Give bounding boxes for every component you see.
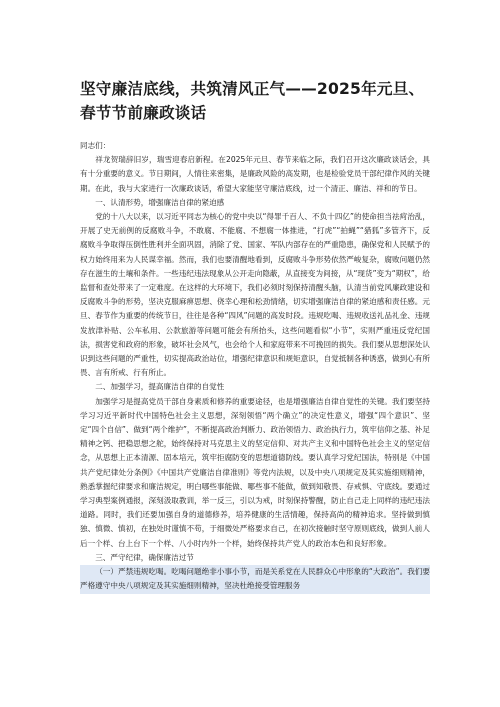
document-body <box>80 139 430 594</box>
section-heading-1: 一、认清形势，增强廉洁自律的紧迫感 <box>95 197 225 207</box>
paragraph-intro: 祥龙贺瑞辞旧岁，瑞雪迎春启新程。在2025年元旦、春节来临之际，我们召开这次廉政谈话会，具有十分重要的意义。节日期间，人情往来密集，是廉政风险的高发期，也是检验党员干部纪律作风的关键期。在此，我与大家进行一次廉政谈话，希望大家能坚守廉洁底线，过一个清正、廉洁、祥和的节日。 <box>80 155 430 193</box>
salutation: 同志们： <box>80 141 111 150</box>
document-title: 坚守廉洁底线，共筑清风正气——2025年元旦、春节节前廉政谈话 <box>80 80 425 122</box>
highlighted-paragraph: （一）严禁违规吃喝。吃喝问题绝非小事小节，而是关系党在人民群众心中形象的“大政治”。我们要严格遵守中央八项规定及其实施细则精神，坚决杜绝接受管理服务 <box>80 565 430 593</box>
paragraph-section-1: 党的十八大以来，以习近平同志为核心的党中央以“得罪千百人、不负十四亿”的使命担当祛疴治乱，开展了史无前例的反腐败斗争，不敢腐、不能腐、不想腐一体推进，“打虎”“拍蝇”“猎狐”多管齐下，反腐败斗争取得压倒性胜利并全面巩固，消除了党、国家、军队内部存在的严重隐患，确保党和人民赋予的权力始终用来为人民谋幸福。然而，我们也要清醒地看到，反腐败斗争形势依然严峻复杂，腐败问题仍然存在滋生的土壤和条件。一些违纪违法现象从公开走向隐蔽，从直接变为间接，从“现货”变为“期权”，给监督和查处带来了一定难度。在这样的大环境下，我们必须时刻保持清醒头脑，认清当前党风廉政建设和反腐败斗争的形势，坚决克服麻痹思想、侥幸心理和松劲情绪，切实增强廉洁自律的紧迫感和责任感。元旦、春节作为重要的传统节日，往往是各种“四风”问题的高发时段。违规吃喝、违规收送礼品礼金、违规发放津补贴、公车私用、公款旅游等问题可能会有所抬头，这些问题看似“小节”，实则严重违反党纪国法，损害党和政府的形象，破坏社会风气，也会给个人和家庭带来不可挽回的损失。我们要从思想深处认识到这些问题的严重性，切实提高政治站位，增强纪律意识和规矩意识，自觉抵制各种诱惑，做到心有所畏、言有所戒、行有所止。 <box>80 212 430 378</box>
section-heading-3: 三、严守纪律，确保廉洁过节 <box>95 552 194 562</box>
section-heading-2: 二、加强学习，提高廉洁自律的自觉性 <box>95 382 225 392</box>
paragraph-section-2: 加强学习是提高党员干部自身素质和修养的重要途径，也是增强廉洁自律自觉性的关键。我们要坚持学习习近平新时代中国特色社会主义思想，深刻领悟“两个确立”的决定性意义，增强“四个意识”、坚定“四个自信”、做到“两个维护”，不断提高政治判断力、政治领悟力、政治执行力，筑牢信仰之基、补足精神之钙、把稳思想之舵，始终保持对马克思主义的坚定信仰、对共产主义和中国特色社会主义的坚定信念，从思想上正本清源、固本培元，筑牢拒腐防变的思想道德防线。要认真学习党纪国法，特别是《中国共产党纪律处分条例》《中国共产党廉洁自律准则》等党内法规，以及中央八项规定及其实施细则精神，熟悉掌握纪律要求和廉洁规定，明白哪些事能做、哪些事不能做，做到知敬畏、存戒惧、守底线。要通过学习典型案例通报，深刻汲取教训，举一反三，引以为戒，时刻保持警醒，防止自己走上同样的违纪违法道路。同时，我们还要加强自身的道德修养，培养健康的生活情趣，保持高尚的精神追求。坚持做到慎独、慎微、慎初，在独处时谨慎不苟，于细微处严格要求自己，在初次接触时坚守原则底线，做到人前人后一个样、台上台下一个样、八小时内外一个样，始终保持共产党人的政治本色和良好形象。 <box>80 396 430 548</box>
